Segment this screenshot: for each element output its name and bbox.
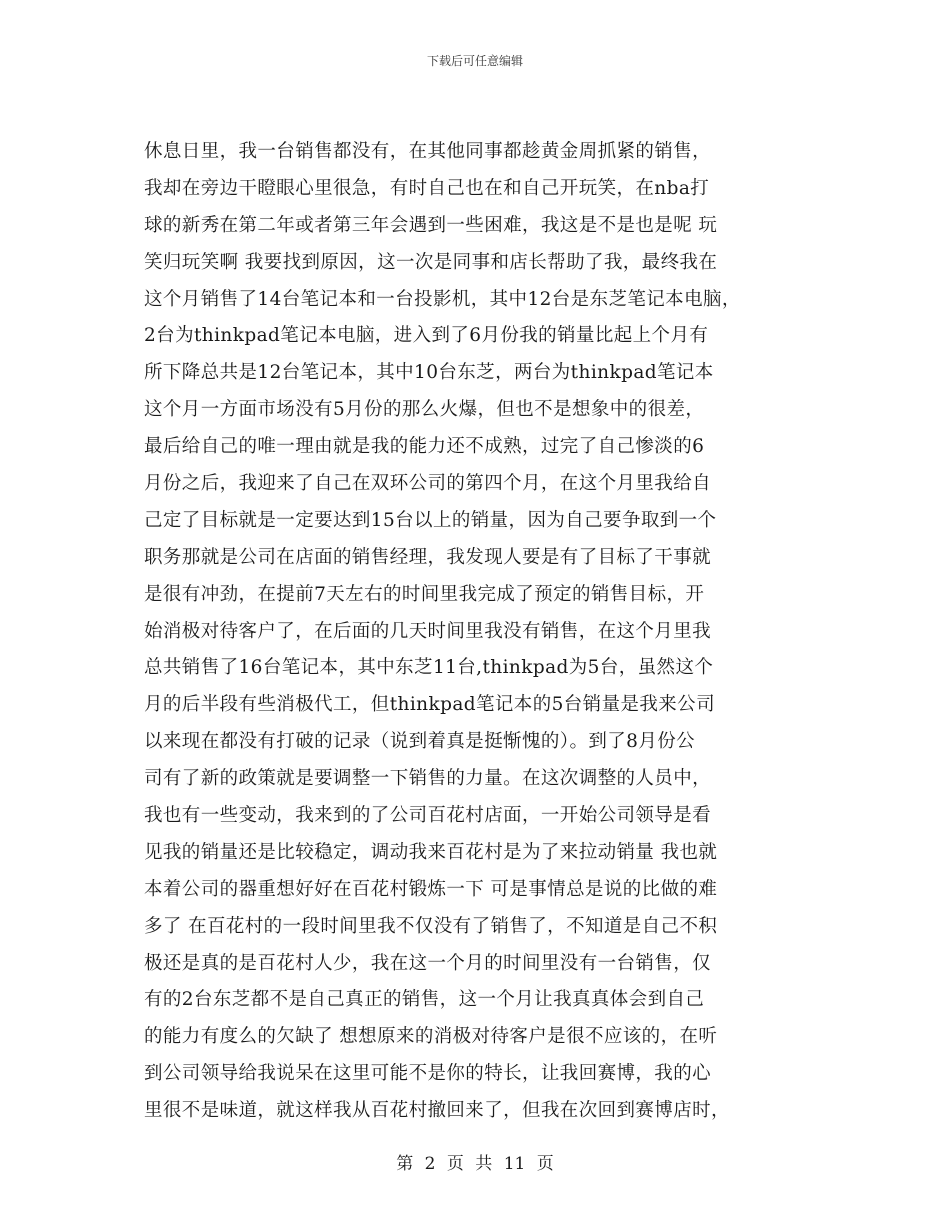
text-line: 总共销售了16台笔记本，其中东芝11台,thinkpad为5台，虽然这个 xyxy=(144,657,714,679)
text-line: 的能力有度么的欠缺了 想想原来的消极对待客户是很不应该的，在听 xyxy=(144,1026,718,1048)
text-line: 有的2台东芝都不是自己真正的销售，这一个月让我真真体会到自己 xyxy=(144,989,705,1011)
text-line: 职务那就是公司在店面的销售经理，我发现人要是有了目标了干事就 xyxy=(144,546,712,568)
text-line: 所下降总共是12台笔记本，其中10台东芝，两台为thinkpad笔记本 xyxy=(144,362,714,384)
text-line: 月份之后，我迎来了自己在双环公司的第四个月，在这个月里我给自 xyxy=(144,473,712,495)
text-line: 司有了新的政策就是要调整一下销售的力量。在这次调整的人员中， xyxy=(144,768,712,790)
text-line: 多了 在百花村的一段时间里我不仅没有了销售了，不知道是自己不积 xyxy=(144,915,718,937)
text-line: 本着公司的器重想好好在百花村锻炼一下 可是事情总是说的比做的难 xyxy=(144,878,718,900)
text-line: 到公司领导给我说呆在这里可能不是你的特长，让我回赛博，我的心 xyxy=(144,1063,712,1085)
text-line: 是很有冲劲，在提前7天左右的时间里我完成了预定的销售目标，开 xyxy=(144,583,705,605)
page-footer: 第 2 页 共 11 页 xyxy=(396,1154,554,1174)
text-line: 以来现在都没有打破的记录（说到着真是挺惭愧的）。到了8月份公 xyxy=(144,731,696,753)
text-line: 见我的销量还是比较稳定，调动我来百花村是为了来拉动销量 我也就 xyxy=(144,841,718,863)
page-header: 下载后可任意编辑 xyxy=(426,54,523,68)
text-line: 月的后半段有些消极代工，但thinkpad笔记本的5台销量是我来公司 xyxy=(144,694,715,716)
text-line: 我也有一些变动，我来到的了公司百花村店面，一开始公司领导是看 xyxy=(144,805,712,827)
text-line: 里很不是味道，就这样我从百花村撤回来了，但我在次回到赛博店时， xyxy=(144,1100,730,1122)
text-line: 极还是真的是百花村人少，我在这一个月的时间里没有一台销售，仅 xyxy=(144,952,712,974)
text-line: 这个月一方面市场没有5月份的那么火爆，但也不是想象中的很差， xyxy=(144,399,705,421)
text-line: 我却在旁边干瞪眼心里很急，有时自己也在和自己开玩笑，在nba打 xyxy=(144,177,710,199)
text-line: 这个月销售了14台笔记本和一台投影机，其中12台是东芝笔记本电脑， xyxy=(144,288,741,310)
text-line: 2台为thinkpad笔记本电脑，进入到了6月份我的销量比起上个月有 xyxy=(144,325,709,347)
text-line: 笑归玩笑啊 我要找到原因，这一次是同事和店长帮助了我，最终我在 xyxy=(144,251,718,273)
text-line: 始消极对待客户了，在后面的几天时间里我没有销售，在这个月里我 xyxy=(144,620,712,642)
text-line: 球的新秀在第二年或者第三年会遇到一些困难，我这是不是也是呢 玩 xyxy=(144,214,718,236)
body-text xyxy=(144,134,814,1130)
text-line: 最后给自己的唯一理由就是我的能力还不成熟，过完了自己惨淡的6 xyxy=(144,436,705,458)
text-line: 己定了目标就是一定要达到15台以上的销量，因为自己要争取到一个 xyxy=(144,509,717,531)
text-line: 休息日里，我一台销售都没有，在其他同事都趁黄金周抓紧的销售， xyxy=(144,141,712,162)
